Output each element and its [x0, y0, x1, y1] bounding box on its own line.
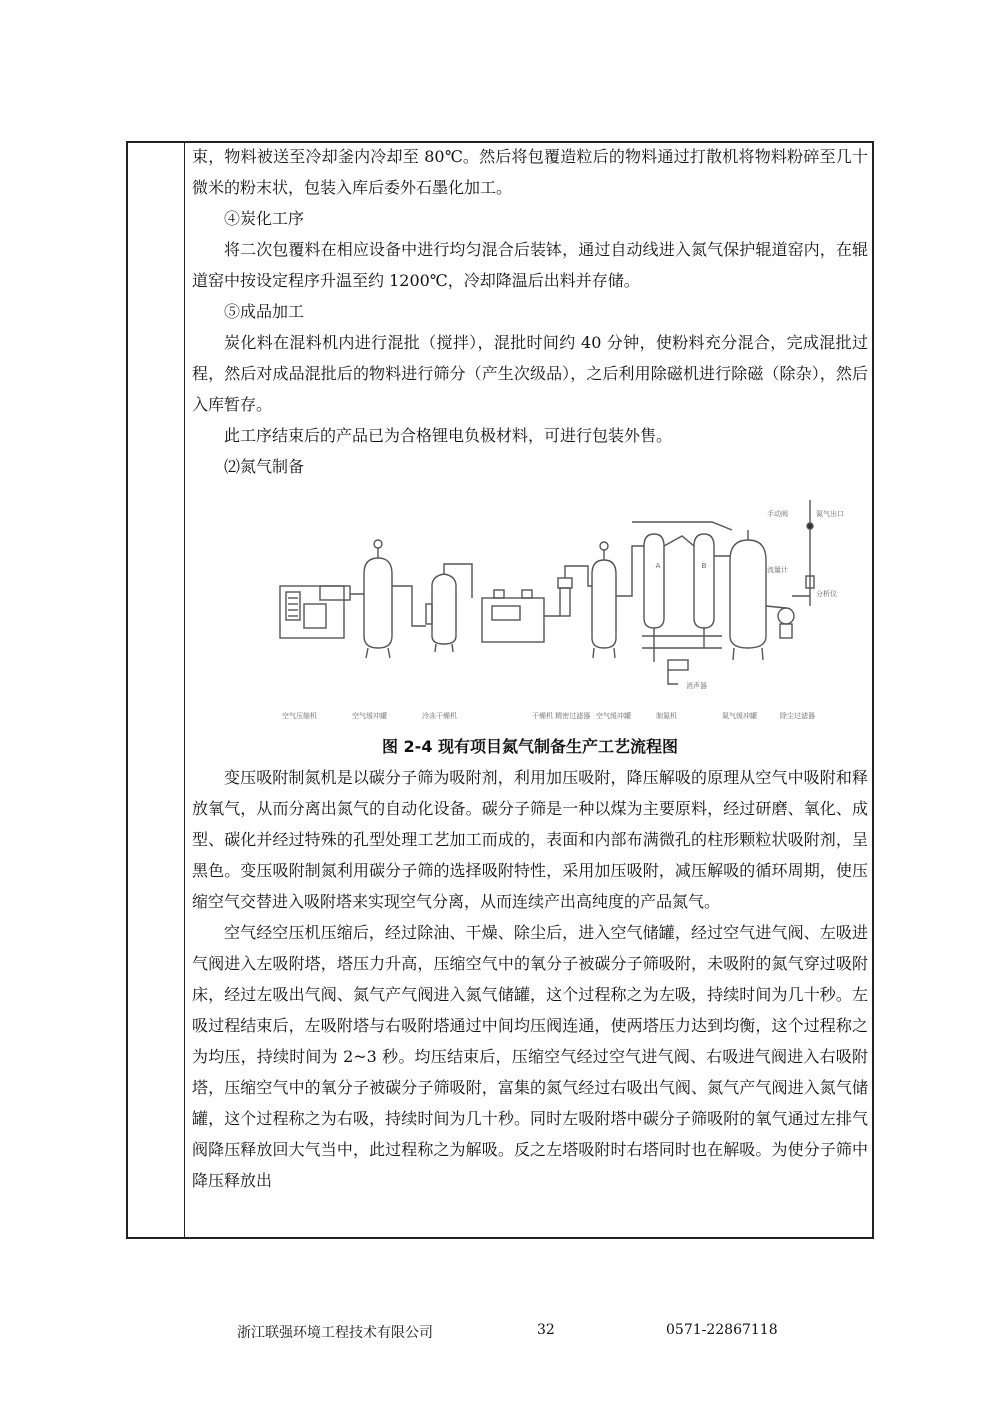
air-tank-icon: [592, 542, 616, 658]
dryer-label: 冷冻干燥机: [422, 712, 457, 720]
paragraph-psa-principle: 变压吸附制氮机是以碳分子筛为吸附剂，利用加压吸附，降压解吸的原理从空气中吸附和释放氧气，从而分离出氮气的自动化设备。碳分子筛是一种以煤为主要原料，经过研磨、氧化、成型、碳化并经过特殊的孔型处理工艺加工而成的，表面和内部布满微孔的柱形颗粒状吸附剂，呈黑色。变压吸附制氮利用碳分子筛的选择吸附特性，采用加压吸附，减压解吸的循环周期，使压缩空气交替进入吸附塔来实现空气分离，从而连续产出高纯度的产品氮气。: [192, 768, 868, 911]
paragraph-psa-process: 空气经空压机压缩后，经过除油、干燥、除尘后，进入空气储罐，经过空气进气阀、左吸进气阀进入左吸附塔，塔压力升高，压缩空气中的氧分子被碳分子筛吸附，未吸附的氮气穿过吸附床，经过左吸出气阀、氮气产气阀进入氮气储罐，这个过程称之为左吸，持续时间为几十秒。左吸过程结束后，左吸附塔与右吸附塔通过中间均压阀连通，使两塔压力达到均衡，这个过程称之为均压，持续时间为 2~3 秒。均压结束后，压缩空气经过空气进气阀、右吸进气阀进入右吸附塔，压缩空气中的氧分子被碳分子筛吸附，富集的氮气经过右吸出气阀、氮气产气阀进入氮气储罐，这个过程称之为右吸，持续时间为几十秒。同时左吸附塔中碳分子筛吸附的氧气通过左排气阀降压释放回大气当中，此过程称之为解吸。反之左塔吸附时右塔同时也在解吸。为使分子筛中降压释放出: [192, 923, 868, 1190]
figure-caption: 图 2-4 现有项目氮气制备生产工艺流程图: [381, 737, 679, 756]
air-compressor-icon: [280, 586, 350, 638]
exhaust-label: 消声器: [686, 682, 707, 690]
page-footer: [0, 1322, 1000, 1346]
sterile-filter-label: 除尘过滤器: [780, 712, 815, 720]
refrigerated-dryer-icon: [482, 590, 544, 642]
footer-page-number: 32: [537, 1322, 555, 1338]
paragraph-product: 此工序结束后的产品已为合格锂电负极材料，可进行包装外售。: [224, 426, 673, 445]
nitrogen-tank-label: 氮气缓冲罐: [722, 712, 757, 720]
heading-nitrogen: ⑵氮气制备: [224, 457, 305, 476]
paragraph-cooling: 束，物料被送至冷却釜内冷却至 80℃。然后将包覆造粒后的物料通过打散机将物料粉碎至几十微米的粉末状，包装入库后委外石墨化加工。: [192, 147, 868, 197]
flowmeter-label: 流量计: [767, 566, 788, 574]
paragraph-finishing: 炭化料在混料机内进行混批（搅拌），混批时间约 40 分钟，使粉料充分混合，完成混批过程，然后对成品混批后的物料进行筛分（产生次级品），之后利用除磁机进行除磁（除杂），然后入库暂存。: [192, 333, 868, 414]
compressor-label: 空气压缩机: [282, 712, 317, 720]
nitrogen-outlet-label: 氮气出口: [816, 510, 844, 518]
sterile-filter-icon: [778, 608, 794, 638]
dryer-icon: [426, 574, 456, 652]
filter-label: 干燥机 精密过滤器: [532, 712, 591, 720]
footer-company: 浙江联强环境工程技术有限公司: [237, 1325, 433, 1341]
heading-finishing: ⑤成品加工: [224, 302, 305, 321]
nitrogen-process-diagram: [192, 486, 852, 731]
manual-valve-label: 手动阀: [767, 510, 788, 518]
generator-label: 制氮机: [656, 712, 677, 720]
analyzer-label: 分析仪: [816, 590, 837, 598]
adsorption-tower-b-icon: [694, 534, 714, 628]
adsorption-tower-a-icon: [644, 534, 664, 628]
air-buffer-label: 空气缓冲罐: [352, 712, 387, 720]
content-cell: [192, 141, 874, 1239]
precision-filter-icon: [558, 578, 572, 616]
table-column-divider: [184, 143, 185, 1237]
air-buffer-tank-icon: [364, 540, 392, 658]
paragraph-carbonization: 将二次包覆料在相应设备中进行均匀混合后装钵，通过自动线进入氮气保护辊道窑内，在辊道窑中按设定程序升温至约 1200℃，冷却降温后出料并存储。: [192, 240, 868, 290]
process-flow-svg: [192, 486, 852, 731]
nitrogen-buffer-tank-icon: [730, 530, 766, 660]
footer-phone: 0571-22867118: [666, 1322, 778, 1338]
heading-carbonization: ④炭化工序: [224, 209, 305, 228]
air-tank-label: 空气缓冲罐: [596, 712, 631, 720]
tower-a-label: A: [655, 562, 661, 570]
tower-b-label: B: [701, 562, 707, 570]
